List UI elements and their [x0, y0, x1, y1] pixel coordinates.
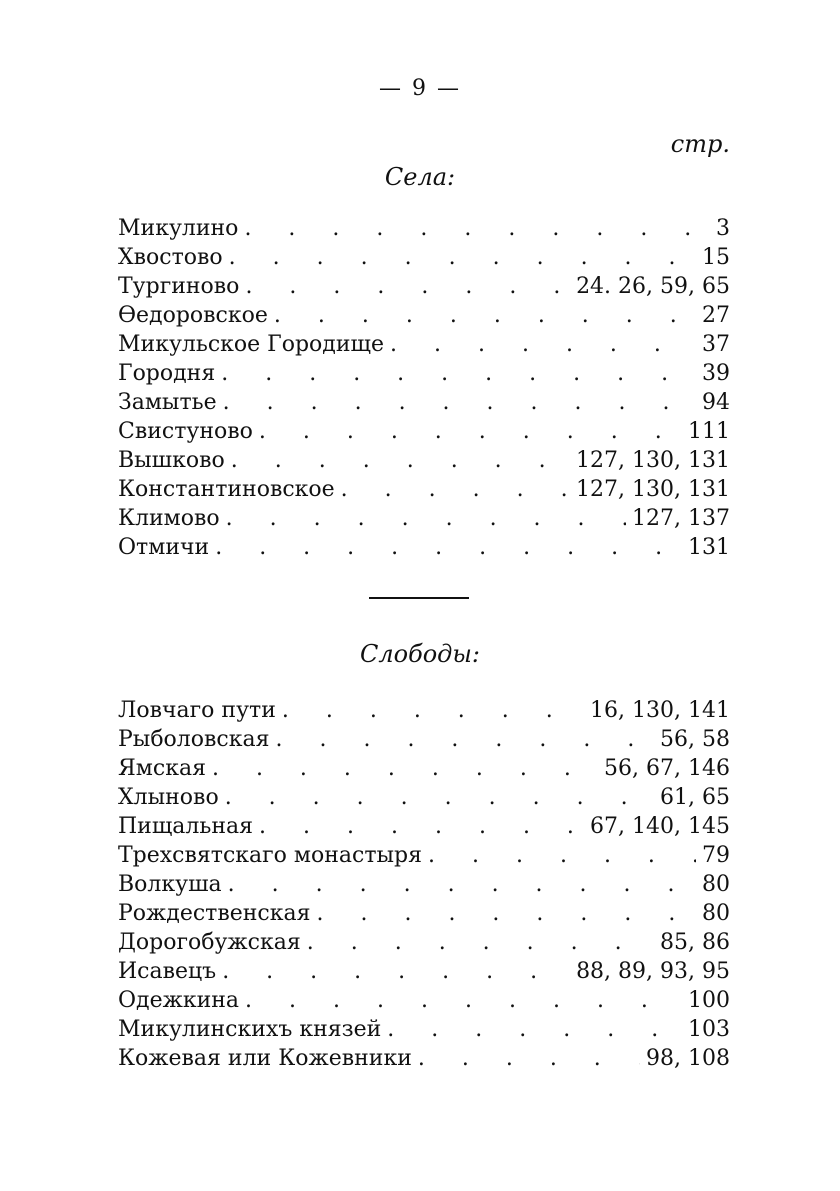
entry-pages: 100 — [688, 988, 730, 1013]
entry-pages: 103 — [688, 1017, 730, 1042]
entry-name: Микульское Городище — [118, 332, 384, 357]
dot-leader — [245, 986, 682, 1015]
entry-name: Вышково — [118, 448, 225, 473]
dot-leader — [225, 783, 654, 812]
entry-pages: 16, 130, 141 — [590, 698, 730, 723]
entry-name: Пищальная — [118, 814, 254, 839]
index-entry — [118, 446, 730, 475]
entry-name: Микулино — [118, 216, 239, 241]
index-entry — [118, 986, 730, 1015]
dot-leader — [387, 1015, 682, 1044]
index-entry — [118, 504, 730, 533]
dot-leader — [259, 417, 682, 446]
entry-name: Ловчаго пути — [118, 698, 276, 723]
index-entry — [118, 388, 730, 417]
entry-pages: 111 — [688, 419, 730, 444]
entry-name: Микулинскихъ князей — [118, 1017, 382, 1042]
entry-pages: 131 — [688, 535, 730, 560]
dot-leader — [212, 754, 598, 783]
entry-pages: 98, 108 — [646, 1046, 730, 1071]
entry-pages: 127, 137 — [632, 506, 730, 531]
dot-leader — [428, 841, 696, 870]
entry-pages: 39 — [702, 361, 730, 386]
index-entry — [118, 783, 730, 812]
index-entry — [118, 417, 730, 446]
dot-leader — [275, 725, 654, 754]
entry-name: Отмичи — [118, 535, 210, 560]
index-entry — [118, 754, 730, 783]
entry-pages: 56, 67, 146 — [604, 756, 730, 781]
index-entry — [118, 957, 730, 986]
entry-name: Константиновское — [118, 477, 335, 502]
entry-name: Волкуша — [118, 872, 222, 897]
entry-name: Дорогобужская — [118, 930, 301, 955]
villages-list — [118, 214, 730, 562]
index-entry — [118, 533, 730, 562]
dot-leader — [231, 446, 570, 475]
dot-leader — [341, 475, 570, 504]
dot-leader — [221, 359, 696, 388]
index-entry — [118, 841, 730, 870]
entry-name: Замытье — [118, 390, 217, 415]
entry-name: Трехсвятскаго монастыря — [118, 843, 422, 868]
index-entry — [118, 1015, 730, 1044]
index-entry — [118, 272, 730, 301]
entry-pages: 24. 26, 59, 65 — [576, 274, 730, 299]
entry-name: Климово — [118, 506, 220, 531]
entry-name: Хлыново — [118, 785, 219, 810]
entry-name: Кожевая или Кожевники — [118, 1046, 412, 1071]
entry-pages: 127, 130, 131 — [576, 477, 730, 502]
page-column-label: стр. — [670, 130, 730, 158]
dot-leader — [418, 1044, 640, 1073]
entry-pages: 88, 89, 93, 95 — [576, 959, 730, 984]
section-divider — [369, 597, 469, 599]
index-entry — [118, 696, 730, 725]
entry-name: Хвостово — [118, 245, 223, 270]
index-entry — [118, 928, 730, 957]
dot-leader — [229, 243, 696, 272]
dot-leader — [307, 928, 654, 957]
entry-name: Свистуново — [118, 419, 253, 444]
entry-pages: 80 — [702, 872, 730, 897]
entry-name: Городня — [118, 361, 216, 386]
entry-name: Рождественская — [118, 901, 311, 926]
dot-leader — [223, 388, 696, 417]
dot-leader — [244, 214, 710, 243]
index-entry — [118, 243, 730, 272]
dot-leader — [274, 301, 696, 330]
entry-pages: 3 — [716, 216, 730, 241]
index-entry — [118, 330, 730, 359]
index-entry — [118, 359, 730, 388]
index-entry — [118, 899, 730, 928]
entry-pages: 85, 86 — [660, 930, 730, 955]
entry-pages: 127, 130, 131 — [576, 448, 730, 473]
dot-leader — [259, 812, 584, 841]
entry-name: Исавецъ — [118, 959, 217, 984]
index-entry — [118, 301, 730, 330]
entry-pages: 61, 65 — [660, 785, 730, 810]
dot-leader — [316, 899, 696, 928]
entry-pages: 27 — [702, 303, 730, 328]
entry-name: Тургиново — [118, 274, 240, 299]
entry-pages: 80 — [702, 901, 730, 926]
settlements-title: Слободы: — [359, 640, 481, 668]
entry-name: Одежкина — [118, 988, 240, 1013]
page-number: — 9 — — [379, 76, 461, 101]
dot-leader — [215, 533, 682, 562]
settlements-list — [118, 696, 730, 1073]
index-entry — [118, 1044, 730, 1073]
entry-name: Ямская — [118, 756, 206, 781]
entry-pages: 79 — [702, 843, 730, 868]
entry-pages: 94 — [702, 390, 730, 415]
entry-name: Өедоровское — [118, 303, 268, 328]
entry-pages: 15 — [702, 245, 730, 270]
entry-pages: 56, 58 — [660, 727, 730, 752]
dot-leader — [222, 957, 570, 986]
dot-leader — [282, 696, 584, 725]
entry-name: Рыболовская — [118, 727, 270, 752]
index-entry — [118, 214, 730, 243]
index-entry — [118, 812, 730, 841]
entry-pages: 67, 140, 145 — [590, 814, 730, 839]
index-entry — [118, 870, 730, 899]
index-entry — [118, 725, 730, 754]
dot-leader — [390, 330, 696, 359]
villages-title: Села: — [384, 163, 456, 191]
dot-leader — [245, 272, 570, 301]
index-entry — [118, 475, 730, 504]
dot-leader — [226, 504, 626, 533]
entry-pages: 37 — [702, 332, 730, 357]
dot-leader — [228, 870, 696, 899]
